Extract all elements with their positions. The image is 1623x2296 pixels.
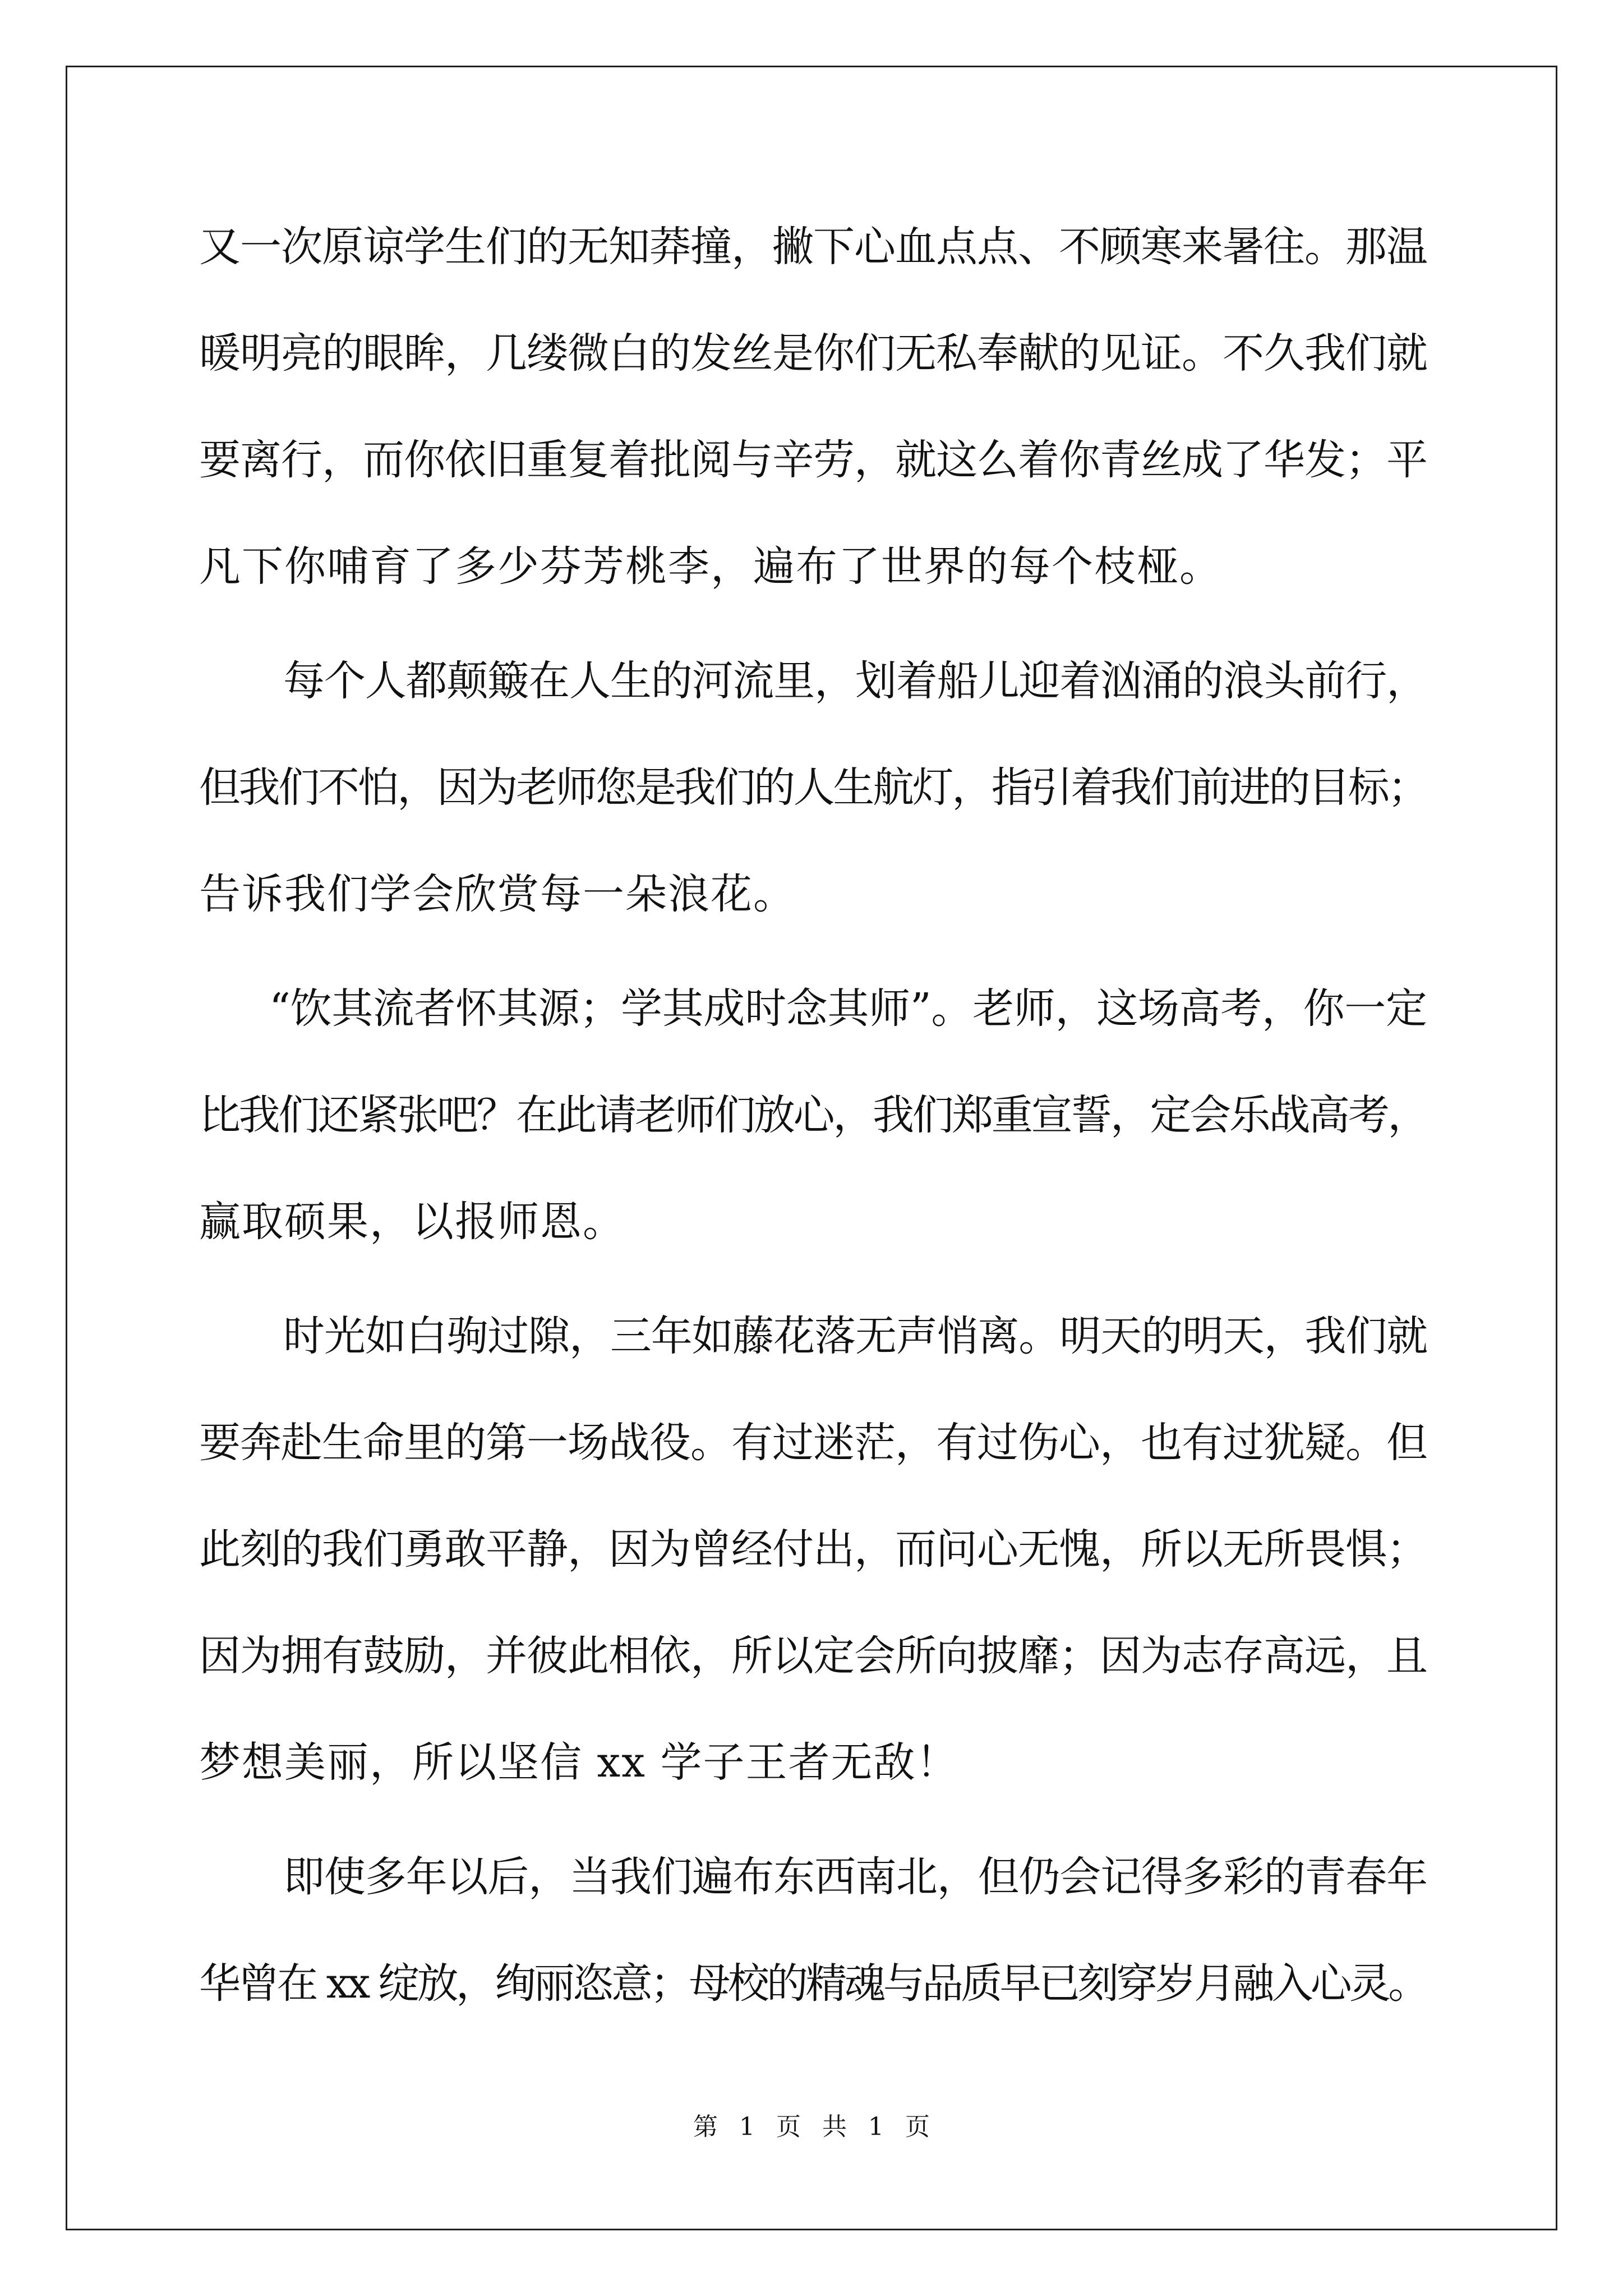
page-total: 共 1 页 (822, 2113, 930, 2141)
paragraph-3-line-3: 赢取硕果，以报师恩。 (199, 1198, 625, 1246)
paragraph-3-line-2: 比我们还紧张吧？在此请老师们放心，我们郑重宣誓，定会乐战高考， (199, 1091, 1427, 1139)
paragraph-2-line-1: 每个人都颠簸在人生的河流里，划着船儿迎着汹涌的浪头前行， (283, 657, 1427, 705)
paragraph-4-line-1: 时光如白驹过隙，三年如藤花落无声悄离。明天的明天，我们就 (283, 1312, 1427, 1360)
paragraph-4-line-5: 梦想美丽，所以坚信 xx 学子王者无敌！ (199, 1738, 959, 1787)
paragraph-4-line-2: 要奔赴生命里的第一场战役。有过迷茫，有过伤心，也有过犹疑。但 (199, 1419, 1427, 1467)
paragraph-4-line-4: 因为拥有鼓励，并彼此相依，所以定会所向披靡；因为志存高远，且 (199, 1632, 1427, 1680)
paragraph-2-line-3: 告诉我们学会欣赏每一朵浪花。 (199, 870, 796, 918)
paragraph-1-line-1: 又一次原谅学生们的无知莽撞，撇下心血点点、不顾寒来暑往。那温 (199, 223, 1427, 271)
paragraph-1-line-3: 要离行，而你依旧重复着批阅与辛劳，就这么着你青丝成了华发；平 (199, 436, 1427, 484)
paragraph-3-line-1: “饮其流者怀其源；学其成时念其师”。老师，这场高考，你一定 (269, 984, 1427, 1033)
page-number: 第 1 页 (693, 2113, 801, 2141)
paragraph-5-line-2: 华曾在 xx 绽放，绚丽恣意；母校的精魂与品质早已刻穿岁月融入心灵。 (199, 1959, 1427, 2008)
page-footer (0, 2110, 1623, 2144)
paragraph-1-line-4: 凡下你哺育了多少芬芳桃李，遍布了世界的每个枝桠。 (199, 542, 1222, 591)
paragraph-1-line-2: 暖明亮的眼眸，几缕微白的发丝是你们无私奉献的见证。不久我们就 (199, 329, 1427, 378)
page-border (66, 66, 1557, 2230)
paragraph-4-line-3: 此刻的我们勇敢平静，因为曾经付出，而问心无愧，所以无所畏惧； (199, 1525, 1427, 1573)
paragraph-2-line-2: 但我们不怕，因为老师您是我们的人生航灯，指引着我们前进的目标； (199, 763, 1427, 812)
paragraph-5-line-1: 即使多年以后，当我们遍布东西南北，但仍会记得多彩的青春年 (283, 1853, 1427, 1901)
